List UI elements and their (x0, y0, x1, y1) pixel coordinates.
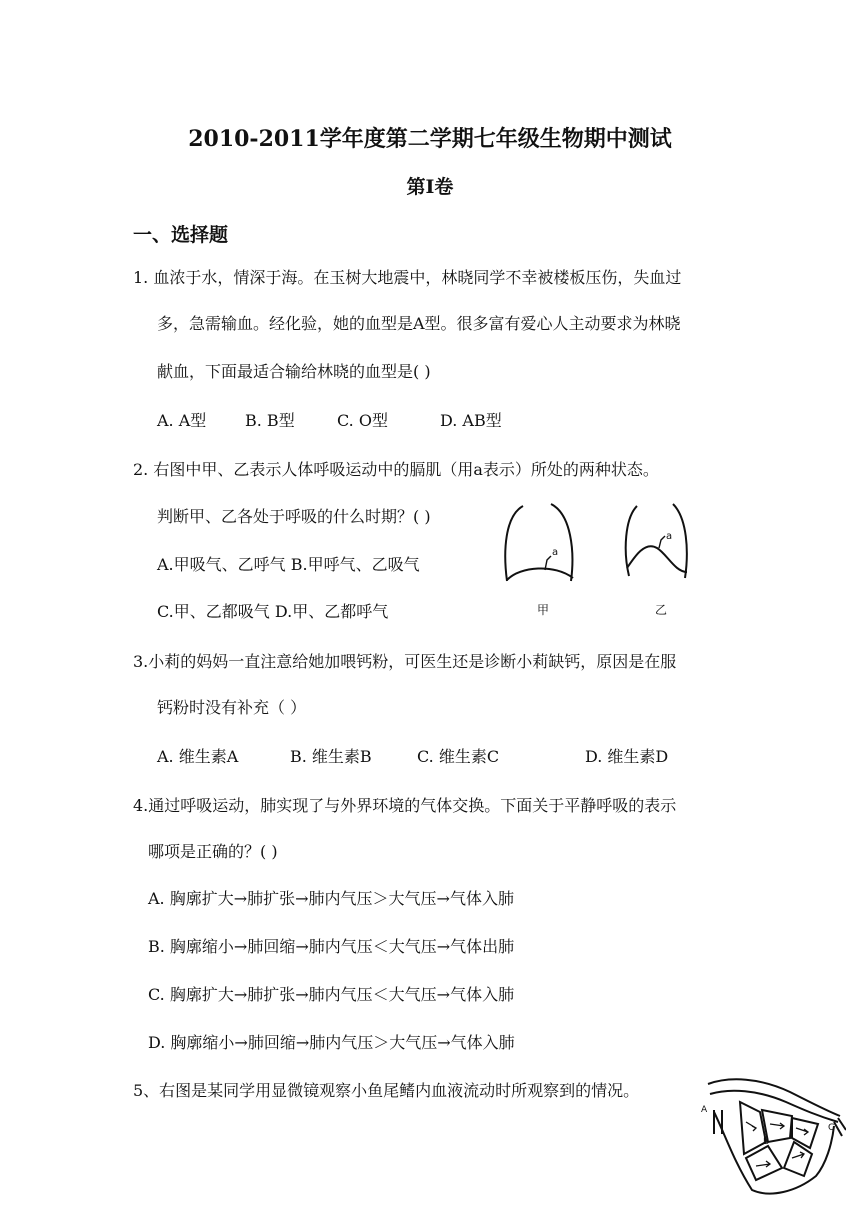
q4-option-c: C. 胸廓扩大→肺扩张→肺内气压＜大气压→气体入肺 (148, 985, 515, 1004)
q1-option-a: A. A型 (157, 411, 207, 430)
fig-label-a: A (701, 1105, 708, 1115)
q2-options-cd: C.甲、乙都吸气 D.甲、乙都呼气 (157, 602, 389, 621)
chest-diagram-jia (505, 504, 573, 581)
q3-option-d: D. 维生素D (585, 747, 669, 766)
section-heading: 一、选择题 (133, 224, 229, 246)
q5-stem-line1: 5、右图是某同学用显微镜观察小鱼尾鳍内血液流动时所观察到的情况。 (133, 1081, 640, 1100)
q3-option-a: A. 维生素A (157, 747, 239, 766)
q4-option-a: A. 胸廓扩大→肺扩张→肺内气压＞大气压→气体入肺 (148, 889, 514, 908)
chest-diagram-yi (626, 504, 687, 578)
q3-stem-line1: 3.小莉的妈妈一直注意给她加喂钙粉，可医生还是诊断小莉缺钙，原因是在服 (133, 652, 677, 671)
q2-options-ab: A.甲吸气、乙呼气 B.甲呼气、乙吸气 (157, 555, 420, 574)
q1-stem-line1: 1. 血浓于水，情深于海。在玉树大地震中，林晓同学不幸被楼板压伤，失血过 (133, 268, 682, 287)
fig-label-a-yi: a (666, 531, 673, 542)
fig-label-a-jia: a (552, 547, 559, 558)
fig-label-c: C (828, 1123, 835, 1133)
q3-stem-line2: 钙粉时没有补充（ ） (157, 698, 307, 717)
q4-stem-line1: 4.通过呼吸运动，肺实现了与外界环境的气体交换。下面关于平静呼吸的表示 (133, 796, 677, 815)
fig-caption-jia: 甲 (537, 603, 550, 617)
volume-heading: 第Ⅰ卷 (406, 176, 454, 198)
fig-caption-yi: 乙 (655, 603, 668, 617)
exam-title: 2010-2011学年度第二学期七年级生物期中测试 (188, 126, 672, 152)
q4-option-b: B. 胸廓缩小→肺回缩→肺内气压＜大气压→气体出肺 (148, 937, 515, 956)
q1-option-d: D. AB型 (440, 411, 502, 430)
q3-option-c: C. 维生素C (417, 747, 500, 766)
q2-stem-line2: 判断甲、乙各处于呼吸的什么时期？( ) (157, 507, 431, 526)
q1-option-b: B. B型 (245, 411, 295, 430)
q1-stem-line2: 多，急需输血。经化验，她的血型是A型。很多富有爱心人主动要求为林晓 (157, 314, 681, 333)
q3-option-b: B. 维生素B (290, 747, 372, 766)
q4-option-d: D. 胸廓缩小→肺回缩→肺内气压＞大气压→气体入肺 (148, 1033, 515, 1052)
q4-stem-line2: 哪项是正确的？( ) (148, 842, 278, 861)
q2-stem-line1: 2. 右图中甲、乙表示人体呼吸运动中的膈肌（用a表示）所处的两种状态。 (133, 460, 659, 479)
fig-label-b: B (763, 1137, 770, 1147)
q1-stem-line3: 献血，下面最适合输给林晓的血型是( ) (157, 362, 431, 381)
fish-tail-blood-flow-figure (700, 1072, 846, 1204)
q1-option-c: C. O型 (337, 411, 388, 430)
diaphragm-figure (495, 496, 705, 622)
